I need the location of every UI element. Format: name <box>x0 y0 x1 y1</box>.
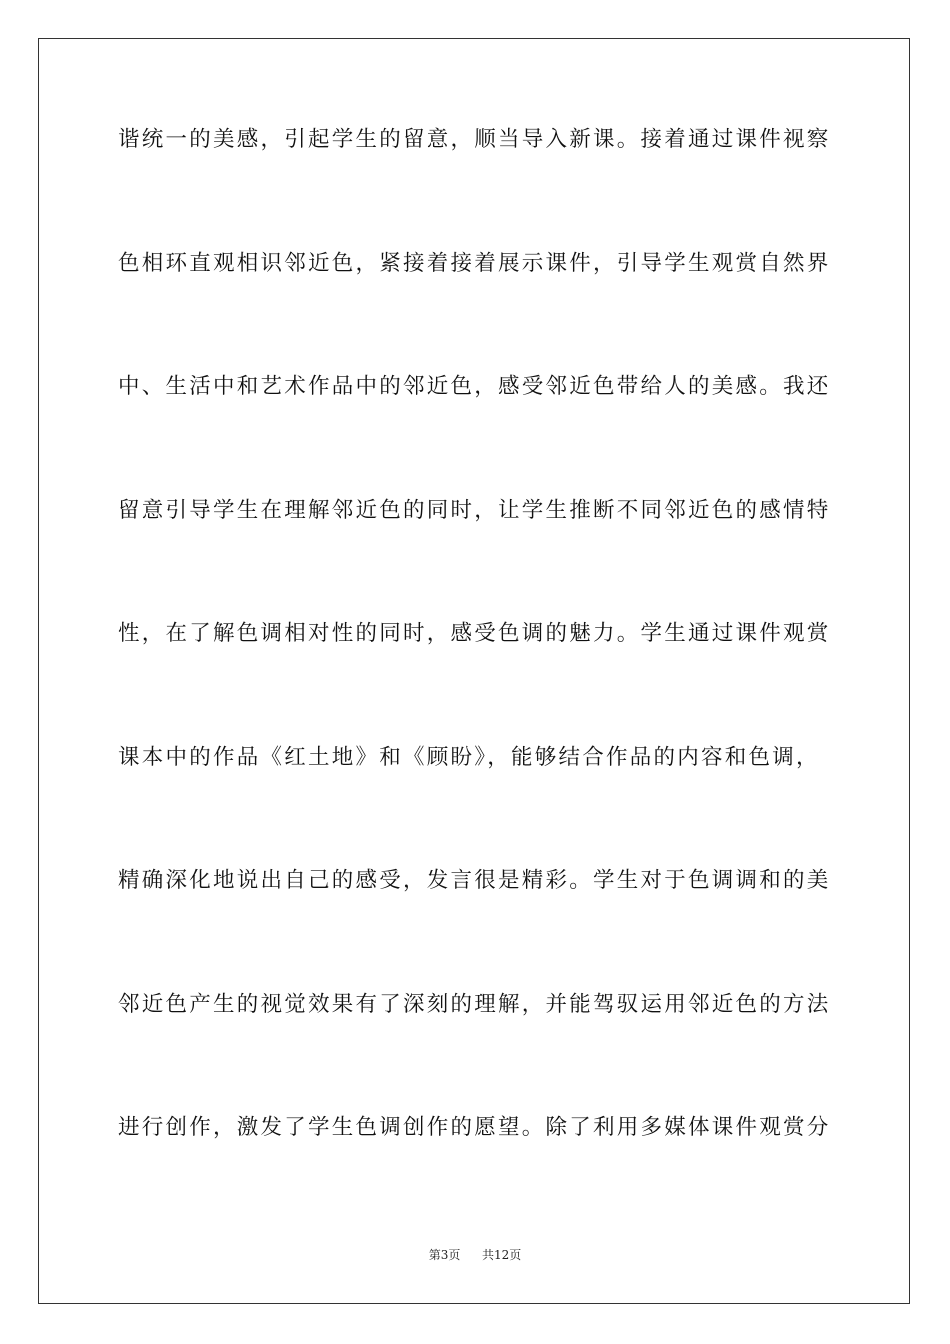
body-line-2: 色相环直观相识邻近色，紧接着接着展示课件，引导学生观赏自然界 <box>118 250 831 276</box>
page-total: 共12页 <box>482 1248 522 1262</box>
body-line-6: 课本中的作品《红土地》和《顾盼》，能够结合作品的内容和色调， <box>118 744 820 770</box>
document-body <box>118 128 834 1240</box>
body-line-1: 谐统一的美感，引起学生的留意，顺当导入新课。接着通过课件视察 <box>118 127 831 152</box>
body-line-7: 精确深化地说出自己的感受，发言很是精彩。学生对于色调调和的美 <box>118 868 831 893</box>
body-line-8: 邻近色产生的视觉效果有了深刻的理解，并能驾驭运用邻近色的方法 <box>118 991 831 1017</box>
body-line-9: 进行创作，激发了学生色调创作的愿望。除了利用多媒体课件观赏分 <box>118 1115 831 1140</box>
body-line-5: 性，在了解色调相对性的同时，感受色调的魅力。学生通过课件观赏 <box>118 621 831 646</box>
body-line-4: 留意引导学生在理解邻近色的同时，让学生推断不同邻近色的感情特 <box>118 497 831 523</box>
body-line-3: 中、生活中和艺术作品中的邻近色，感受邻近色带给人的美感。我还 <box>118 374 831 399</box>
page-number: 第3页 <box>428 1248 461 1262</box>
page-footer <box>0 1247 950 1263</box>
